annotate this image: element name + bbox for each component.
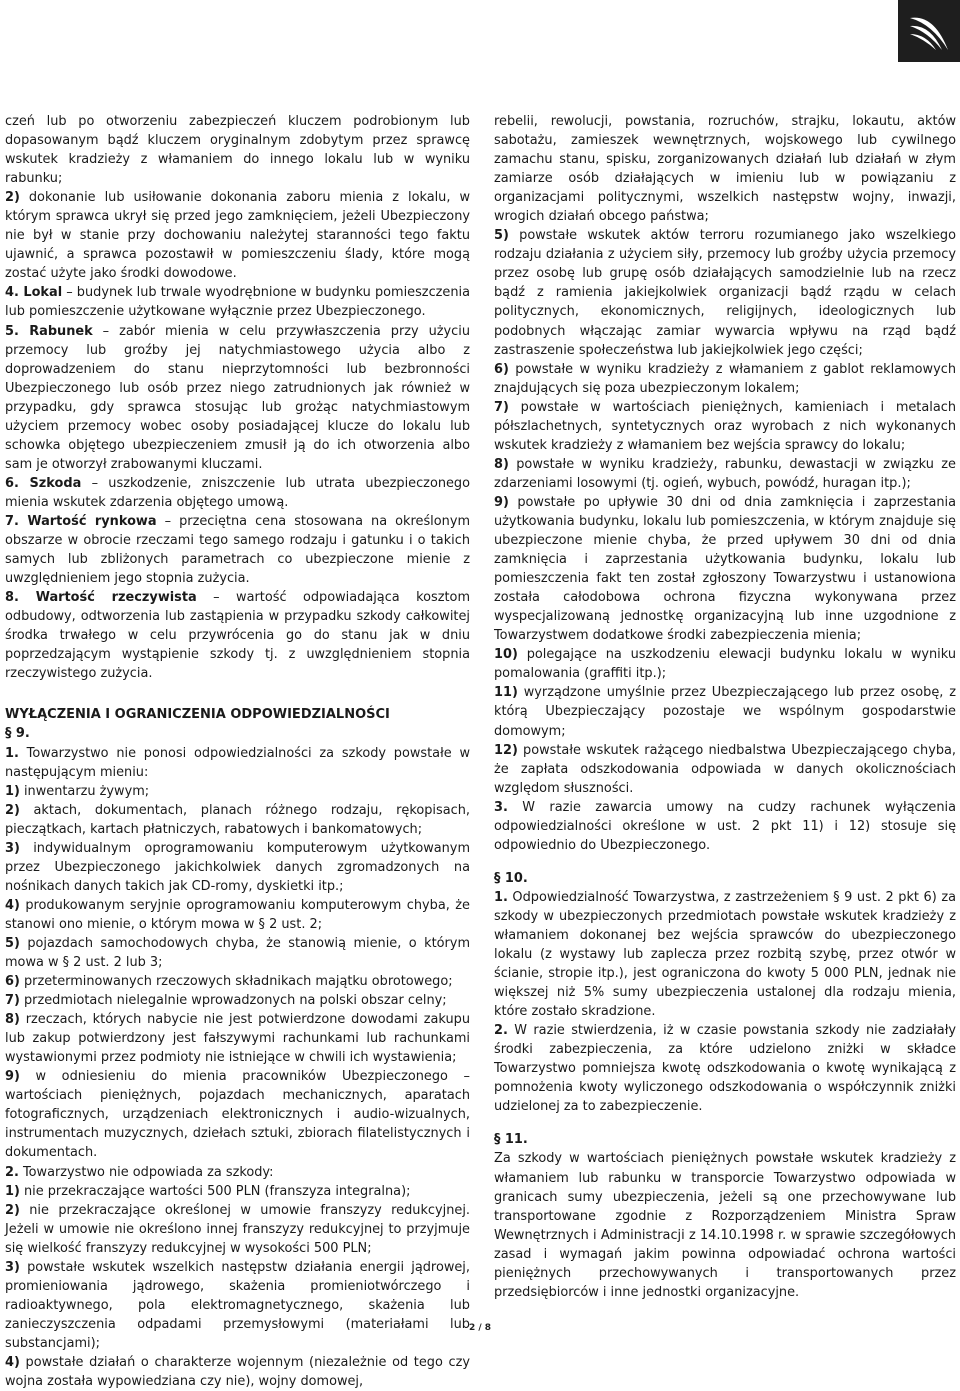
item-number: 4. Lokal — [5, 285, 62, 300]
paragraph-text: rzeczach, których nabycie nie jest potwierdzone dowodami zakupu lub zakup potwierdzony jest fałszywymi rachunkami lub rachunkami wystawionymi przez podmioty nie istniejące w chwili ich wystawienia; — [5, 1012, 470, 1065]
paragraph-text: powstałe wskutek aktów terroru rozumianego jako wszelkiego rodzaju działania z użyciem siły, przemocy lub groźby użycia przemocy przez osobę lub grupę osób działających samodzielnie lub na rzecz bądź z ramienia jakiejkolwiek organizacji bądź rządu w celach politycznych, ekonomicznych, religijnych, ideologicznych lub podobnych włączając zamiar wywarcia wpływu na rząd bądź zastraszenie społeczeństwa lub jakiejkolwiek jego części; — [494, 228, 956, 357]
paragraph — [5, 991, 470, 1010]
item-number: 5) — [5, 936, 20, 951]
paragraph — [494, 683, 956, 740]
left-paragraphs — [5, 112, 470, 683]
paragraph — [5, 896, 470, 934]
paragraph — [5, 1182, 470, 1201]
item-number: 3) — [5, 1260, 20, 1275]
paragraph-text: polegające na uszkodzeniu elewacji budynku lokalu w wyniku pomalowania (graffiti itp.); — [494, 647, 956, 681]
paragraph-text: produkowanym seryjnie oprogramowaniu komputerowym chyba, że stanowi ono mienie, o którym mowa w § 2 ust. 2; — [5, 898, 470, 932]
item-number: 6. Szkoda — [5, 476, 81, 491]
paragraph-text: rebelii, rewolucji, powstania, rozruchów, strajku, lokautu, aktów sabotażu, zamieszek wewnętrznych, wojskowego lub cywilnego zamachu stanu, spisku, zorganizowanych działań lub działań w złym zamiarze osób działających w imieniu lub w powiązaniu z organizacjami politycznymi, wszelkich następstw wojny, inwazji, wrogich działań obcego państwa; — [494, 114, 956, 224]
paragraph-text: Towarzystwo nie odpowiada za szkody: — [19, 1165, 274, 1180]
left-column — [5, 112, 470, 1391]
paragraph — [5, 1163, 470, 1182]
item-number: 5) — [494, 228, 509, 243]
right-paragraphs — [494, 112, 956, 855]
paragraph — [5, 972, 470, 991]
right-paragraphs-3 — [494, 1149, 956, 1301]
paragraph-text: wyrządzone umyślnie przez Ubezpieczającego lub przez osobę, z którą Ubezpieczający pozostaje we wspólnym gospodarstwie domowym; — [494, 685, 956, 738]
item-number: 7) — [5, 993, 20, 1008]
paragraph — [5, 782, 470, 801]
wing-logo-icon — [898, 0, 960, 62]
paragraph-text: – budynek lub trwale wyodrębnione w budynku pomieszczenia lub pomieszczenie użytkowane wyłącznie przez Ubezpieczonego. — [5, 285, 470, 319]
paragraph-text: powstałe w wartościach pieniężnych, kamieniach i metalach półszlachetnych, syntetycznych oraz wyrobach z nich wykonanych wskutek kradzieży z włamaniem bez wejścia sprawcy do lokalu; — [494, 400, 956, 453]
paragraph — [494, 226, 956, 359]
paragraph-text: – uszkodzenie, zniszczenie lub utrata ubezpieczonego mienia wskutek zdarzenia objętego umową. — [5, 476, 470, 510]
paragraph — [494, 493, 956, 645]
item-number: 10) — [494, 647, 518, 662]
paragraph — [494, 1021, 956, 1116]
paragraph-text: – zabór mienia w celu przywłaszczenia przy użyciu przemocy lub groźby jej natychmiastowego użycia albo z doprowadzeniem do stanu nieprzytomności lub bezbronności Ubezpieczonego lub osób przez niego zatrudnionych jak również w przypadku, gdy sprawca stosując lub grożąc natychmiastowym użyciem przemocy wobec osoby posiadającej klucze do lokalu lub schowka objętego ubezpieczeniem zmusił ją do ich otworzenia albo sam je otworzył zrabowanymi kluczami. — [5, 324, 470, 472]
item-number: 4) — [5, 898, 20, 913]
paragraph — [5, 801, 470, 839]
item-number: 6) — [5, 974, 20, 989]
item-number: 8. Wartość rzeczywista — [5, 590, 197, 605]
paragraph — [494, 112, 956, 226]
paragraph-text: w odniesieniu do mienia pracowników Ubezpieczonego – wartościach pieniężnych, pojazdach mechanicznych, aparatach fotograficznych, urządzeniach elektronicznych i audio-wizualnych, instrumentach muzycznych, dziełach sztuki, zbiorach filatelistycznych i dokumentach. — [5, 1069, 470, 1160]
paragraph-text: – wartość odpowiadająca kosztom odbudowy, odtworzenia lub zastąpienia w przypadku szkody całkowitej środka trwałego w celu przywrócenia go do stanu jak w dniu poprzedzającym wystąpienie szkody tj. z uwzględnieniem stopnia rzeczywistego zużycia. — [5, 590, 470, 681]
paragraph-text: indywidualnym oprogramowaniu komputerowym użytkowanym przez Ubezpieczonego jakichkolwiek danych zgromadzonych na nośnikach danych takich jak CD-romy, dyskietki itp.; — [5, 841, 470, 894]
item-number: 9) — [5, 1069, 20, 1084]
paragraph — [494, 360, 956, 398]
paragraph-text: powstałe działań o charakterze wojennym (niezależnie od tego czy wojna została wypowiedziana czy nie), wojny domowej, — [5, 1355, 470, 1389]
section-heading: WYŁĄCZENIA I OGRANICZENIA ODPOWIEDZIALNOŚCI — [5, 705, 470, 724]
paragraph-text: przeterminowanych rzeczowych składnikach majątku obrotowego; — [20, 974, 453, 989]
item-number: 4) — [5, 1355, 20, 1370]
paragraph — [5, 1067, 470, 1162]
paragraph — [5, 934, 470, 972]
item-number: 8) — [5, 1012, 20, 1027]
paragraph-text: inwentarzu żywym; — [20, 784, 149, 799]
item-number: 1. — [5, 746, 19, 761]
item-number: 2. — [5, 1165, 19, 1180]
paragraph — [494, 741, 956, 798]
paragraph — [494, 398, 956, 455]
item-number: 12) — [494, 743, 518, 758]
paragraph — [5, 283, 470, 321]
item-number: 7) — [494, 400, 509, 415]
paragraph-text: W razie zawarcia umowy na cudzy rachunek wyłączenia odpowiedzialności określone w ust. 2 pkt 11) i 12) stosuje się odpowiednio do Ubezpieczonego. — [494, 800, 956, 853]
paragraph-text: Towarzystwo nie ponosi odpowiedzialności za szkody powstałe w następującym mieniu: — [5, 746, 470, 780]
item-number: 1. — [494, 890, 508, 905]
section-9-title: § 9. — [5, 724, 470, 743]
paragraph — [5, 322, 470, 474]
item-number: 11) — [494, 685, 518, 700]
paragraph — [5, 474, 470, 512]
item-number: 2) — [5, 190, 20, 205]
paragraph — [5, 1010, 470, 1067]
paragraph-text: przedmiotach nielegalnie wprowadzonych na polski obszar celny; — [20, 993, 447, 1008]
item-number: 9) — [494, 495, 509, 510]
item-number: 5. Rabunek — [5, 324, 93, 339]
paragraph — [494, 1149, 956, 1301]
paragraph — [5, 512, 470, 588]
paragraph-text: nie przekraczające wartości 500 PLN (franszyza integralna); — [20, 1184, 411, 1199]
paragraph-text: powstałe po upływie 30 dni od dnia zamknięcia i zaprzestania użytkowania budynku, lokalu lub pomieszczenia, w którym znajduje się ubezpieczone mienie chyba, że przed upływem 30 dni od dnia zamknięcia i zaprzestania użytkowania budynku, lokalu lub pomieszczenia fakt ten został zgłoszony Towarzystwu i ustanowiona została całodobowa ochrona fizyczna wykonywana przez wyspecjalizowaną jednostkę organizacyjną lub inne uzgodnione z Towarzystwem dodatkowe środki zabezpieczenia mienia; — [494, 495, 956, 643]
paragraph-text: nie przekraczające określonej w umowie franszyzy redukcyjnej. Jeżeli w umowie nie określono innej franszyzy redukcyjnej to przyjmuje się wielkość franszyzy redukcyjnej w wysokości 500 PLN; — [5, 1203, 470, 1256]
paragraph — [5, 588, 470, 683]
item-number: 6) — [494, 362, 509, 377]
paragraph — [5, 1258, 470, 1353]
right-paragraphs-2 — [494, 888, 956, 1117]
section-10-title: § 10. — [494, 869, 956, 888]
paragraph — [494, 645, 956, 683]
item-number: 1) — [5, 1184, 20, 1199]
paragraph-text: – przeciętna cena stosowana na określonym obszarze w obrocie rzeczami tego samego rodzaju i gatunku i o takich samych lub zbliżonych parametrach co ubezpieczone mienie z uwzględnieniem jego stopnia zużycia. — [5, 514, 470, 586]
paragraph — [5, 839, 470, 896]
paragraph — [5, 1201, 470, 1258]
paragraph-text: Za szkody w wartościach pieniężnych powstałe wskutek kradzieży z włamaniem lub rabunku w transporcie Towarzystwo odpowiada w granicach sumy ubezpieczenia, jeżeli są one przechowywane lub transportowane zgodnie z Rozporządzeniem Ministra Spraw Wewnętrznych i Administracji z 14.10.1998 r. w sprawie szczegółowych zasad i wymagań jakim powinna odpowiadać ochrona wartości pieniężnych przechowywanych i transportowanych przez przedsiębiorców i inne jednostki organizacyjne. — [494, 1151, 956, 1299]
section-11-title: § 11. — [494, 1130, 956, 1149]
page-number: 2 / 8 — [0, 1323, 960, 1333]
paragraph — [5, 744, 470, 782]
item-number: 3) — [5, 841, 20, 856]
paragraph-text: aktach, dokumentach, planach różnego rodzaju, rękopisach, pieczątkach, kartach płatniczych, rabatowych i bankomatowych; — [5, 803, 470, 837]
paragraph-text: W razie stwierdzenia, iż w czasie powstania szkody nie zadziałały środki zabezpieczenia, za które udzielono zniżki w składce Towarzystwo pomniejsza kwotę odszkodowania o kwotę wynikającą z pomnożenia kwoty wyliczonego odszkodowania o współczynnik zniżki udzielonej za to zabezpieczenie. — [494, 1023, 956, 1114]
item-number: 7. Wartość rynkowa — [5, 514, 157, 529]
item-number: 8) — [494, 457, 509, 472]
paragraph — [5, 112, 470, 188]
paragraph-text: powstałe w wyniku kradzieży z włamaniem z gablot reklamowych znajdujących się poza ubezpieczonym lokalem; — [494, 362, 956, 396]
item-number: 2) — [5, 803, 20, 818]
paragraph-text: powstałe wskutek rażącego niedbalstwa Ubezpieczającego chyba, że zapłata odszkodowania odpowiada w danych okolicznościach względom słuszności. — [494, 743, 956, 796]
paragraph-text: powstałe wskutek wszelkich następstw działania energii jądrowej, promieniowania jądrowego, skażenia promieniotwórczego i radioaktywnego, pola elektromagnetycznego, skażenia lub zanieczyszczenia odpadami przemysłowymi (materiałami lub substancjami); — [5, 1260, 470, 1351]
paragraph-text: czeń lub po otworzeniu zabezpieczeń kluczem podrobionym lub dopasowanym bądź kluczem oryginalnym zdobytym przez sprawcę wskutek kradzieży z włamaniem do innego lokalu lub w wyniku rabunku; — [5, 114, 470, 186]
paragraph — [494, 455, 956, 493]
paragraph-text: powstałe w wyniku kradzieży, rabunku, dewastacji w związku ze zdarzeniami losowymi (tj. ogień, wybuch, powódź, huragan itp.); — [494, 457, 956, 491]
right-column — [494, 112, 956, 1302]
item-number: 1) — [5, 784, 20, 799]
paragraph — [5, 188, 470, 283]
paragraph — [494, 798, 956, 855]
paragraph-text: Odpowiedzialność Towarzystwa, z zastrzeżeniem § 9 ust. 2 pkt 6) za szkody w ubezpieczonych przedmiotach powstałe wskutek kradzieży z włamaniem dokonanej bez wejścia sprawców do ubezpieczonego lokalu (z wystawy lub zaplecza przez rozbitą szybę, przez otwór w ścianie, stropie itp.), jest ograniczona do kwoty 5 000 PLN, jednak nie większej niż 5% sumy ubezpieczenia ustalonej dla rodzaju mienia, które zostało skradzione. — [494, 890, 956, 1019]
paragraph-text: dokonanie lub usiłowanie dokonania zaboru mienia z lokalu, w którym sprawca ukrył się przed jego zamknięciem, jeżeli Ubezpieczony nie był w stanie przy dochowaniu należytej staranności tego faktu ujawnić, a sprawca pozostawił w pomieszczeniu ślady, które mogą zostać użyte jako środki dowodowe. — [5, 190, 470, 281]
item-number: 2) — [5, 1203, 20, 1218]
item-number: 3. — [494, 800, 508, 815]
paragraph — [494, 888, 956, 1021]
left-paragraphs-2 — [5, 744, 470, 1391]
item-number: 2. — [494, 1023, 508, 1038]
paragraph-text: pojazdach samochodowych chyba, że stanowią mienie, o którym mowa w § 2 ust. 2 lub 3; — [5, 936, 470, 970]
